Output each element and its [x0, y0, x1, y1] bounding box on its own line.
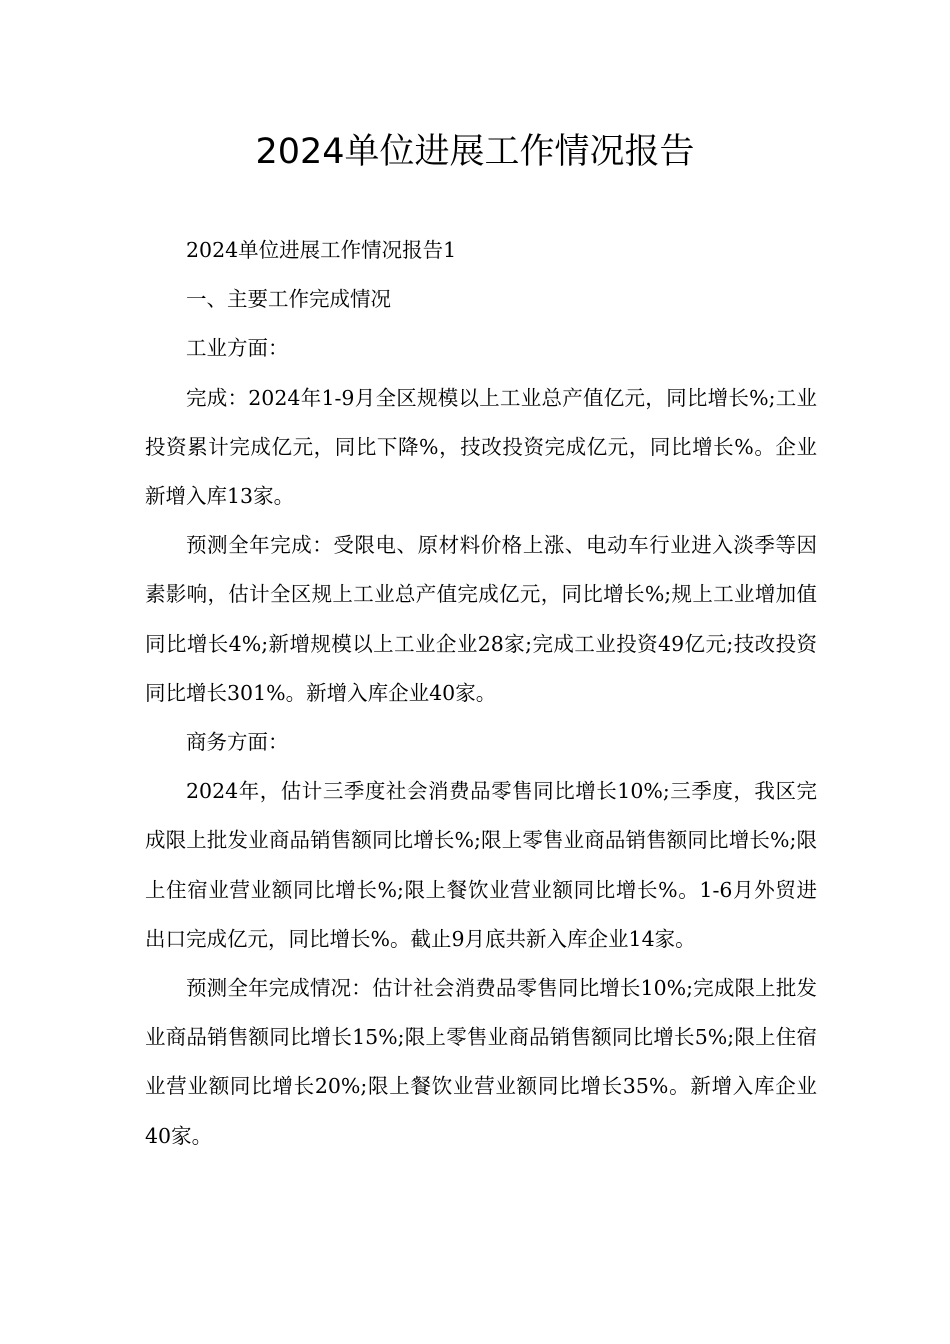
- paragraph-industry-completion: 完成：2024年1-9月全区规模以上工业总产值亿元，同比增长%;工业投资累计完成亿元，同比下降%，技改投资完成亿元，同比增长%。企业新增入库13家。: [145, 385, 817, 509]
- paragraph-commerce-completion: 2024年，估计三季度社会消费品零售同比增长10%;三季度，我区完成限上批发业商品销售额同比增长%;限上零售业商品销售额同比增长%;限上住宿业营业额同比增长%;限上餐饮业营业额同比增长%。1-6月外贸进出口完成亿元，同比增长%。截止9月底共新入库企业14家。: [145, 779, 817, 951]
- paragraph-commerce-forecast: 预测全年完成情况：估计社会消费品零售同比增长10%;完成限上批发业商品销售额同比增长15%;限上零售业商品销售额同比增长5%;限上住宿业营业额同比增长20%;限上餐饮业营业额同比增长35%。新增入库企业40家。: [145, 976, 817, 1148]
- document-body: [145, 226, 817, 1161]
- subtitle-paragraph: 2024单位进展工作情况报告1: [186, 238, 457, 262]
- section-heading: 一、主要工作完成情况: [186, 287, 391, 312]
- subsection-heading-commerce: 商务方面：: [186, 730, 289, 755]
- paragraph-industry-forecast: 预测全年完成：受限电、原材料价格上涨、电动车行业进入淡季等因素影响，估计全区规上工业总产值完成亿元，同比增长%;规上工业增加值同比增长4%;新增规模以上工业企业28家;完成工业投资49亿元;技改投资同比增长301%。新增入库企业40家。: [145, 533, 817, 705]
- document-title: 2024单位进展工作情况报告: [255, 132, 695, 172]
- subsection-heading-industry: 工业方面：: [186, 336, 289, 361]
